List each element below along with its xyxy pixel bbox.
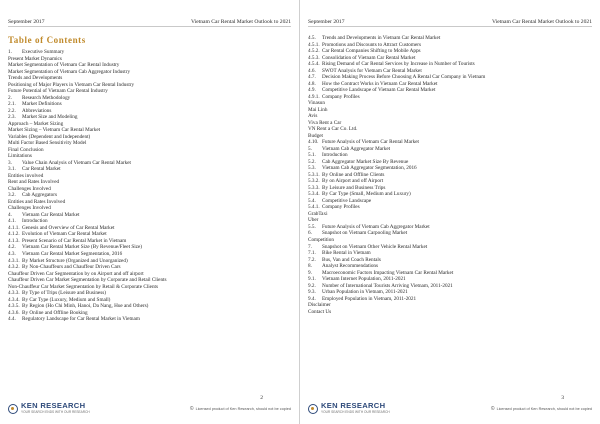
- toc-entry-number: 2.3.: [8, 114, 16, 121]
- toc-entry-number: 4.3.: [8, 250, 16, 257]
- toc-entry-number: 4.5.4.: [308, 61, 320, 68]
- toc-entry-text: Entities and Rates Involved: [8, 198, 66, 205]
- toc-entry-number: 9.: [308, 269, 312, 276]
- toc-entry-text: Urban Population in Vietnam, 2011-2021: [322, 289, 408, 296]
- toc-entry-text: Executive Summary: [22, 49, 65, 55]
- toc-entry-number: 6.: [308, 230, 312, 237]
- toc-entry-text: By Online and Offline Clients: [322, 171, 385, 178]
- toc-entry-text: Snapshot on Vietnam Other Vehicle Rental Market: [322, 243, 428, 250]
- logo-name: KEN RESEARCH: [321, 401, 386, 410]
- toc-entry-text: How the Contract Works in Vietnam Car Rental Market: [322, 80, 438, 87]
- page-header: [308, 15, 592, 27]
- toc-entry-number: 4.9.1.: [308, 93, 320, 100]
- toc-entry-text: Car Rental Companies Shifting to Mobile Apps: [322, 48, 421, 55]
- toc-entry-text: Vinasun: [308, 100, 325, 107]
- page-right: [300, 0, 600, 424]
- toc-entry-number: 4.5.2.: [308, 48, 320, 55]
- toc-entry-text: Mai Linh: [308, 106, 328, 113]
- toc-entry-text: Consolidation of Vietnam Car Rental Market: [322, 54, 416, 61]
- toc-entry-text: By Leisure and Business Trips: [322, 184, 386, 191]
- toc-entry-number: 9.3.: [308, 289, 316, 296]
- toc-entry-text: Market Size and Modeling: [22, 114, 78, 121]
- toc-entry-text: Cab Aggregators: [22, 192, 58, 199]
- toc-entry-text: Present Scenario of Car Rental Market in Vietnam: [22, 237, 127, 244]
- toc-entry-number: 4.3.5.: [8, 303, 20, 310]
- toc-entry-text: Chauffeur Driven Car Segmentation by on Airport and off airport: [8, 270, 144, 277]
- toc-entry-text: Entities involved: [8, 172, 44, 179]
- header-date: September 2017: [308, 19, 345, 25]
- license-text: Licensed product of Ken Research, should not be copied: [195, 407, 291, 411]
- toc-entry-text: Introduction: [322, 152, 348, 159]
- toc-entry-number: 5.2.: [308, 158, 316, 165]
- toc-entry-text: Trends and Developments in Vietnam Car Rental Market: [322, 35, 441, 41]
- toc-entry-text: Evolution of Vietnam Car Rental Market: [22, 231, 107, 238]
- toc-entry-text: Challenges Involved: [8, 205, 51, 212]
- toc-entry-text: Snapshot on Vietnam Carpooling Market: [322, 230, 408, 237]
- toc-entry-text: Rent and Rates Involved: [8, 179, 60, 186]
- toc-entry-number: 4.4.: [8, 316, 16, 323]
- toc-entry-text: GrabTaxi: [308, 210, 328, 217]
- toc-entry-number: 1.: [8, 49, 12, 55]
- toc-entry-number: 2.2.: [8, 107, 16, 114]
- toc-entry-number: 9.1.: [308, 276, 316, 283]
- toc-entry-text: Future Analysis of Vietnam Car Rental Market: [322, 139, 419, 146]
- toc-entry-number: 4.5.3.: [308, 54, 320, 61]
- toc-entry-number: 4.3.1.: [8, 257, 20, 264]
- toc-entry-text: Future Potential of Vietnam Car Rental Industry: [8, 88, 108, 95]
- ken-research-logo: [308, 403, 390, 415]
- toc-entry-text: Market Segmentation of Vietnam Car Rental Industry: [8, 62, 120, 69]
- toc-entry-number: 5.4.: [308, 197, 316, 204]
- toc-entry-text: Final Conclusion: [8, 146, 44, 153]
- page-header: [8, 15, 291, 27]
- toc-entry-text: Competitive Landscape: [322, 197, 372, 204]
- toc-entry-text: Market Definitions: [22, 101, 62, 108]
- toc-entry-text: By Non-Chauffeurs and Chauffeur Driven Cars: [22, 264, 121, 271]
- toc-entry-number: 4.9.: [308, 87, 316, 94]
- toc-entry-text: Bus, Van and Coach Rentals: [322, 256, 381, 263]
- toc-entry-text: Rising Demand of Car Rental Services by Increase in Number of Tourists: [322, 61, 475, 68]
- toc-entry-text: Number of International Tourists Arriving Vietnam, 2011-2021: [322, 282, 453, 289]
- toc-entry-text: Vietnam Car Rental Market: [22, 211, 80, 218]
- toc-entry-text: SWOT Analysis for Vietnam Car Rental Market: [322, 67, 422, 74]
- toc-entry-text: Company Profiles: [322, 93, 360, 100]
- toc-entry-text: Present Market Dynamics: [8, 55, 62, 62]
- toc-entry-number: 5.3.: [308, 165, 316, 172]
- toc-entry-number: 5.3.1.: [308, 171, 320, 178]
- license-notice: [190, 406, 291, 412]
- toc-entry-number: 5.: [308, 145, 312, 152]
- toc-entry-text: Variables (Dependent and Independent): [8, 133, 91, 140]
- toc-entry-text: Avis: [308, 113, 318, 120]
- toc-entry-number: 4.8.: [308, 80, 316, 87]
- toc-entry-number: 5.4.1.: [308, 204, 320, 211]
- toc-entry-text: Promotions and Discounts to Attract Customers: [322, 41, 421, 48]
- license-notice: [491, 406, 592, 412]
- toc-entry-text: Abbreviations: [22, 107, 52, 114]
- toc-entry-text: By Market Structure (Organized and Unorganized): [22, 257, 128, 264]
- toc-entry-number: 4.1.3.: [8, 237, 20, 244]
- toc-entry-text: Approach – Market Sizing: [8, 120, 64, 127]
- copyright-icon: ©: [490, 406, 495, 412]
- toc-entry-text: Market Segmentation of Vietnam Cab Aggregator Industry: [8, 68, 131, 75]
- toc-entry-number: 4.5.: [308, 35, 316, 41]
- copyright-icon: ©: [189, 406, 194, 412]
- toc-entry-text: By on Airport and off Airport: [322, 178, 384, 185]
- toc-list-left: [8, 49, 291, 323]
- toc-entry-number: 9.2.: [308, 282, 316, 289]
- toc-entry-number: 4.10.: [308, 139, 319, 146]
- toc-entry-text: Vietnam Car Rental Market Segmentation, 2016: [22, 250, 123, 257]
- toc-entry-text: Vietnam Cab Aggregator Market: [322, 145, 391, 152]
- toc-entry-number: 5.3.4.: [308, 191, 320, 198]
- toc-entry-text: Competition: [308, 236, 334, 243]
- toc-entry-number: 2.: [8, 94, 12, 101]
- toc-entry-text: Disclaimer: [308, 302, 331, 309]
- toc-entry-number: 5.1.: [308, 152, 316, 159]
- toc-entry-text: By Region (Ho Chi Minh, Hanoi, Da Nang, Hue and Others): [22, 303, 149, 310]
- toc-entry-text: Introduction: [22, 218, 48, 225]
- logo-icon: [308, 404, 318, 414]
- logo-name: KEN RESEARCH: [21, 401, 86, 410]
- header-date: September 2017: [8, 19, 45, 25]
- page-footer: [308, 402, 592, 416]
- toc-entry-number: 9.4.: [308, 295, 316, 302]
- toc-entry-number: 3.: [8, 159, 12, 166]
- toc-entry-number: 5.5.: [308, 223, 316, 230]
- toc-entry-text: Regulatory Landscape for Car Rental Market in Vietnam: [22, 316, 140, 323]
- toc-entry-text: Contact Us: [308, 308, 332, 315]
- toc-heading: Table of Contents: [8, 35, 86, 45]
- toc-entry-number: 7.1.: [308, 250, 316, 257]
- toc-entry-number: 7.2.: [308, 256, 316, 263]
- toc-entry-text: Limitations: [8, 153, 32, 160]
- toc-entry-number: 4.3.4.: [8, 296, 20, 303]
- toc-entry-number: 4.: [8, 211, 12, 218]
- toc-entry-number: 5.3.3.: [308, 184, 320, 191]
- toc-entry-number: 4.6.: [308, 67, 316, 74]
- toc-entry-text: Company Profiles: [322, 204, 360, 211]
- toc-entry-number: 8.: [308, 263, 312, 270]
- toc-entry-text: Cab Aggregator Market Size By Revenue: [322, 158, 409, 165]
- toc-entry-number: 4.3.6.: [8, 309, 20, 316]
- toc-entry-text: Positioning of Major Players in Vietnam Car Rental Industry: [8, 81, 135, 88]
- toc-entry-text: Market Sizing – Vietnam Car Rental Market: [8, 127, 101, 134]
- toc-entry-text: Challenges Involved: [8, 185, 51, 192]
- toc-entry-text: Non-Chauffeur Car Market Segmentation by Retail & Corporate Clients: [8, 283, 159, 290]
- toc-entry-text: Future Analysis of Vietnam Cab Aggregator Market: [322, 223, 430, 230]
- toc-entry-text: Bike Rental in Vietnam: [322, 250, 371, 257]
- ken-research-logo: [8, 403, 90, 415]
- toc-entry-text: Chauffeur Driven Car Market Segmentation by Corporate and Retail Clients: [8, 277, 167, 284]
- toc-entry-text: Vietnam Internet Population, 2011-2021: [322, 276, 406, 283]
- toc-entry-text: Research Methodology: [22, 94, 71, 101]
- toc-list-right: [308, 35, 592, 315]
- toc-entry-text: Vietnam Car Rental Market Size (By Revenue/Fleet Size): [22, 244, 142, 251]
- toc-entry-text: Genesis and Overview of Car Rental Market: [22, 224, 115, 231]
- toc-entry-text: Vietnam Cab Aggregator Segmentation, 2016: [322, 165, 417, 172]
- header-title: Vietnam Car Rental Market Outlook to 2021: [190, 19, 291, 25]
- page-footer: [8, 402, 291, 416]
- toc-entry[interactable]: [8, 316, 291, 323]
- toc-entry-number: 7.: [308, 243, 312, 250]
- toc-entry-text: Viva Rent a Car: [308, 119, 342, 126]
- toc-entry-text: By Type of Trips (Leisure and Business): [22, 290, 106, 297]
- toc-entry[interactable]: [308, 309, 592, 316]
- toc-entry-text: Macroeconomic Factors Impacting Vietnam Car Rental Market: [322, 269, 454, 276]
- toc-entry-text: Budget: [308, 132, 323, 139]
- toc-entry-text: Value Chain Analysis of Vietnam Car Rental Market: [22, 159, 131, 166]
- header-title: Vietnam Car Rental Market Outlook to 2021: [491, 19, 592, 25]
- toc-entry-number: 4.1.2.: [8, 231, 20, 238]
- toc-entry-text: VN Rent a Car Co. Ltd.: [308, 126, 358, 133]
- toc-entry-text: Uber: [308, 217, 319, 224]
- toc-entry-text: Competitive Landscape of Vietnam Car Rental Market: [322, 87, 436, 94]
- toc-entry-number: 4.5.1.: [308, 41, 320, 48]
- toc-entry-number: 4.2.: [8, 244, 16, 251]
- toc-entry-text: Multi Factor Based Sensitivity Model: [8, 140, 87, 147]
- logo-icon: [8, 404, 18, 414]
- toc-entry-text: Analyst Recommendations: [322, 263, 379, 270]
- toc-entry-number: 4.1.: [8, 218, 16, 225]
- toc-entry-number: 4.3.2.: [8, 264, 20, 271]
- page-number: 3: [561, 395, 564, 401]
- toc-entry-number: 3.1.: [8, 166, 16, 173]
- logo-tagline: YOUR SEARCH ENDS WITH OUR RESEARCH: [321, 410, 390, 414]
- license-text: Licensed product of Ken Research, should not be copied: [496, 407, 592, 411]
- toc-entry-number: 2.1.: [8, 101, 16, 108]
- toc-entry-text: Employed Population in Vietnam, 2011-2021: [322, 295, 417, 302]
- toc-entry-number: 4.3.3.: [8, 290, 20, 297]
- toc-entry-text: Trends and Developments: [8, 75, 63, 82]
- toc-entry-number: 4.1.1.: [8, 224, 20, 231]
- toc-entry-text: By Car Type (Luxury, Medium and Small): [22, 296, 111, 303]
- toc-entry-text: By Car Type (Small, Medium and Luxury): [322, 191, 411, 198]
- toc-entry-number: 3.2.: [8, 192, 16, 199]
- logo-tagline: YOUR SEARCH ENDS WITH OUR RESEARCH: [21, 410, 90, 414]
- toc-entry-text: By Online and Offline Booking: [22, 309, 88, 316]
- toc-entry-number: 5.3.2.: [308, 178, 320, 185]
- page-number: 2: [260, 395, 263, 401]
- toc-entry-number: 4.7.: [308, 74, 316, 81]
- toc-entry-text: Decision Making Process Before Choosing A Rental Car Company in Vietnam: [322, 74, 486, 81]
- toc-entry-text: Car Rental Market: [22, 166, 61, 173]
